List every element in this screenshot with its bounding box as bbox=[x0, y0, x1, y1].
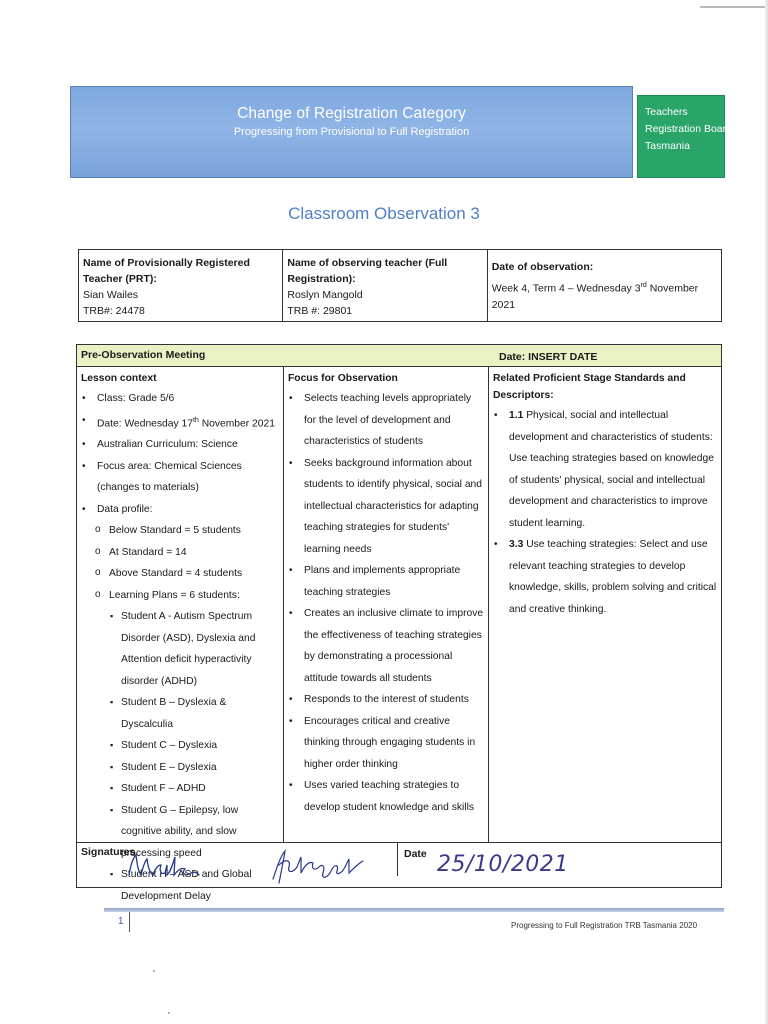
observation-date-cell bbox=[488, 250, 721, 321]
focus-column bbox=[284, 367, 489, 842]
prt-signature bbox=[125, 849, 205, 883]
standards-heading: Related Proficient Stage Standards and Descriptors: bbox=[493, 373, 686, 401]
footer-divider bbox=[129, 912, 130, 932]
scan-artifact-line bbox=[700, 6, 768, 8]
list-item: o Below Standard = 5 students bbox=[81, 520, 279, 542]
list-item: • Uses varied teaching strategies to develop student knowledge and skills bbox=[288, 775, 484, 818]
list-item: • Data profile: bbox=[81, 499, 279, 521]
list-item: o Above Standard = 4 students bbox=[81, 563, 279, 585]
observer-cell bbox=[283, 250, 487, 321]
signatures-row bbox=[77, 843, 721, 887]
list-item: ▪ Student H – ASD and Global Development Delay bbox=[81, 864, 279, 907]
list-item: • Responds to the interest of students bbox=[288, 689, 484, 711]
observer-label: Name of observing teacher (Full Registration): bbox=[287, 257, 448, 285]
signatures-label: Signatures bbox=[81, 846, 136, 858]
focus-heading: Focus for Observation bbox=[288, 373, 398, 384]
list-item: ▪ Student C – Dyslexia bbox=[81, 735, 279, 757]
list-item: ▪ Student G – Epilepsy, low cognitive ability, and slow processing speed bbox=[81, 800, 279, 865]
list-item: • Selects teaching levels appropriately for the level of development and characteristics of students bbox=[288, 388, 484, 453]
observer-signature bbox=[267, 845, 382, 885]
header-subtitle: Progressing from Provisional to Full Registration bbox=[233, 126, 470, 138]
board-line-2: Registration Board bbox=[645, 123, 732, 135]
list-item: • Date: Wednesday 17th November 2021 bbox=[81, 410, 279, 435]
list-item: • Plans and implements appropriate teaching strategies bbox=[288, 560, 484, 603]
footer-text: Progressing to Full Registration TRB Tasmania 2020 bbox=[511, 921, 698, 930]
list-item: ▪ Student B – Dyslexia & Dyscalculia bbox=[81, 692, 279, 735]
board-logo-box bbox=[637, 95, 732, 178]
list-item: • 3.3 Use teaching strategies: Select and use relevant teaching strategies to develop knowledge, skills, problem solving and critical and creative thinking. bbox=[493, 534, 717, 620]
list-item: ▪ Student F – ADHD bbox=[81, 778, 279, 800]
signature-date-divider bbox=[397, 843, 398, 876]
board-line-3: Tasmania bbox=[645, 140, 690, 152]
list-item: • Creates an inclusive climate to improve the effectiveness of teaching strategies by demonstrating a processional attitude towards all students bbox=[288, 603, 484, 689]
observation-title: Classroom Observation 3 bbox=[288, 204, 480, 223]
prt-trb: TRB#: 24478 bbox=[83, 305, 145, 317]
prt-label: Name of Provisionally Registered Teacher (PRT): bbox=[83, 257, 250, 285]
pre-observation-table bbox=[76, 344, 722, 902]
list-item: ▪ Student A - Autism Spectrum Disorder (ASD), Dyslexia and Attention deficit hyperactivity disorder (ADHD) bbox=[81, 606, 279, 692]
header-title: Change of Registration Category bbox=[237, 105, 466, 122]
list-item: • Seeks background information about students to identify physical, social and intellectual characteristics for adapting teaching strategies for students' learning needs bbox=[288, 453, 484, 561]
list-item: • Australian Curriculum: Science bbox=[81, 434, 279, 456]
list-item: o At Standard = 14 bbox=[81, 542, 279, 564]
header-banner bbox=[70, 86, 633, 178]
list-item: • 1.1 Physical, social and intellectual development and characteristics of students: Use teaching strategies based on knowledge of students' physical, social and intellectual development and characteristics to improve student learning. bbox=[493, 405, 717, 534]
pre-observation-label: Pre-Observation Meeting bbox=[81, 349, 206, 361]
teacher-info-table bbox=[78, 249, 722, 322]
prt-cell bbox=[79, 250, 283, 321]
pre-observation-header bbox=[77, 345, 721, 367]
list-item: ▪ Student E – Dyslexia bbox=[81, 757, 279, 779]
list-item: • Focus area: Chemical Sciences (changes to materials) bbox=[81, 456, 279, 499]
page-number: 1 bbox=[118, 916, 124, 927]
board-line-1: Teachers bbox=[645, 106, 688, 118]
scan-speck bbox=[168, 1012, 170, 1014]
date-label: Date bbox=[404, 848, 427, 860]
observer-trb: TRB #: 29801 bbox=[287, 305, 353, 317]
scan-speck bbox=[153, 970, 155, 972]
observation-date-label: Date of observation: bbox=[491, 261, 594, 273]
observation-date-value: Week 4, Term 4 – Wednesday 3rd November 2021 bbox=[491, 282, 699, 311]
observer-name: Roslyn Mangold bbox=[287, 289, 363, 301]
meeting-date: Date: INSERT DATE bbox=[499, 351, 598, 363]
list-item: o Learning Plans = 6 students: bbox=[81, 585, 279, 607]
footer-rule bbox=[104, 908, 724, 912]
list-item: • Class: Grade 5/6 bbox=[81, 388, 279, 410]
standards-column bbox=[489, 367, 721, 842]
lesson-context-heading: Lesson context bbox=[81, 373, 157, 384]
prt-name: Sian Wailes bbox=[83, 289, 139, 301]
list-item: • Encourages critical and creative thinking through engaging students in higher order thinking bbox=[288, 711, 484, 776]
handwritten-date: 25/10/2021 bbox=[437, 852, 569, 877]
